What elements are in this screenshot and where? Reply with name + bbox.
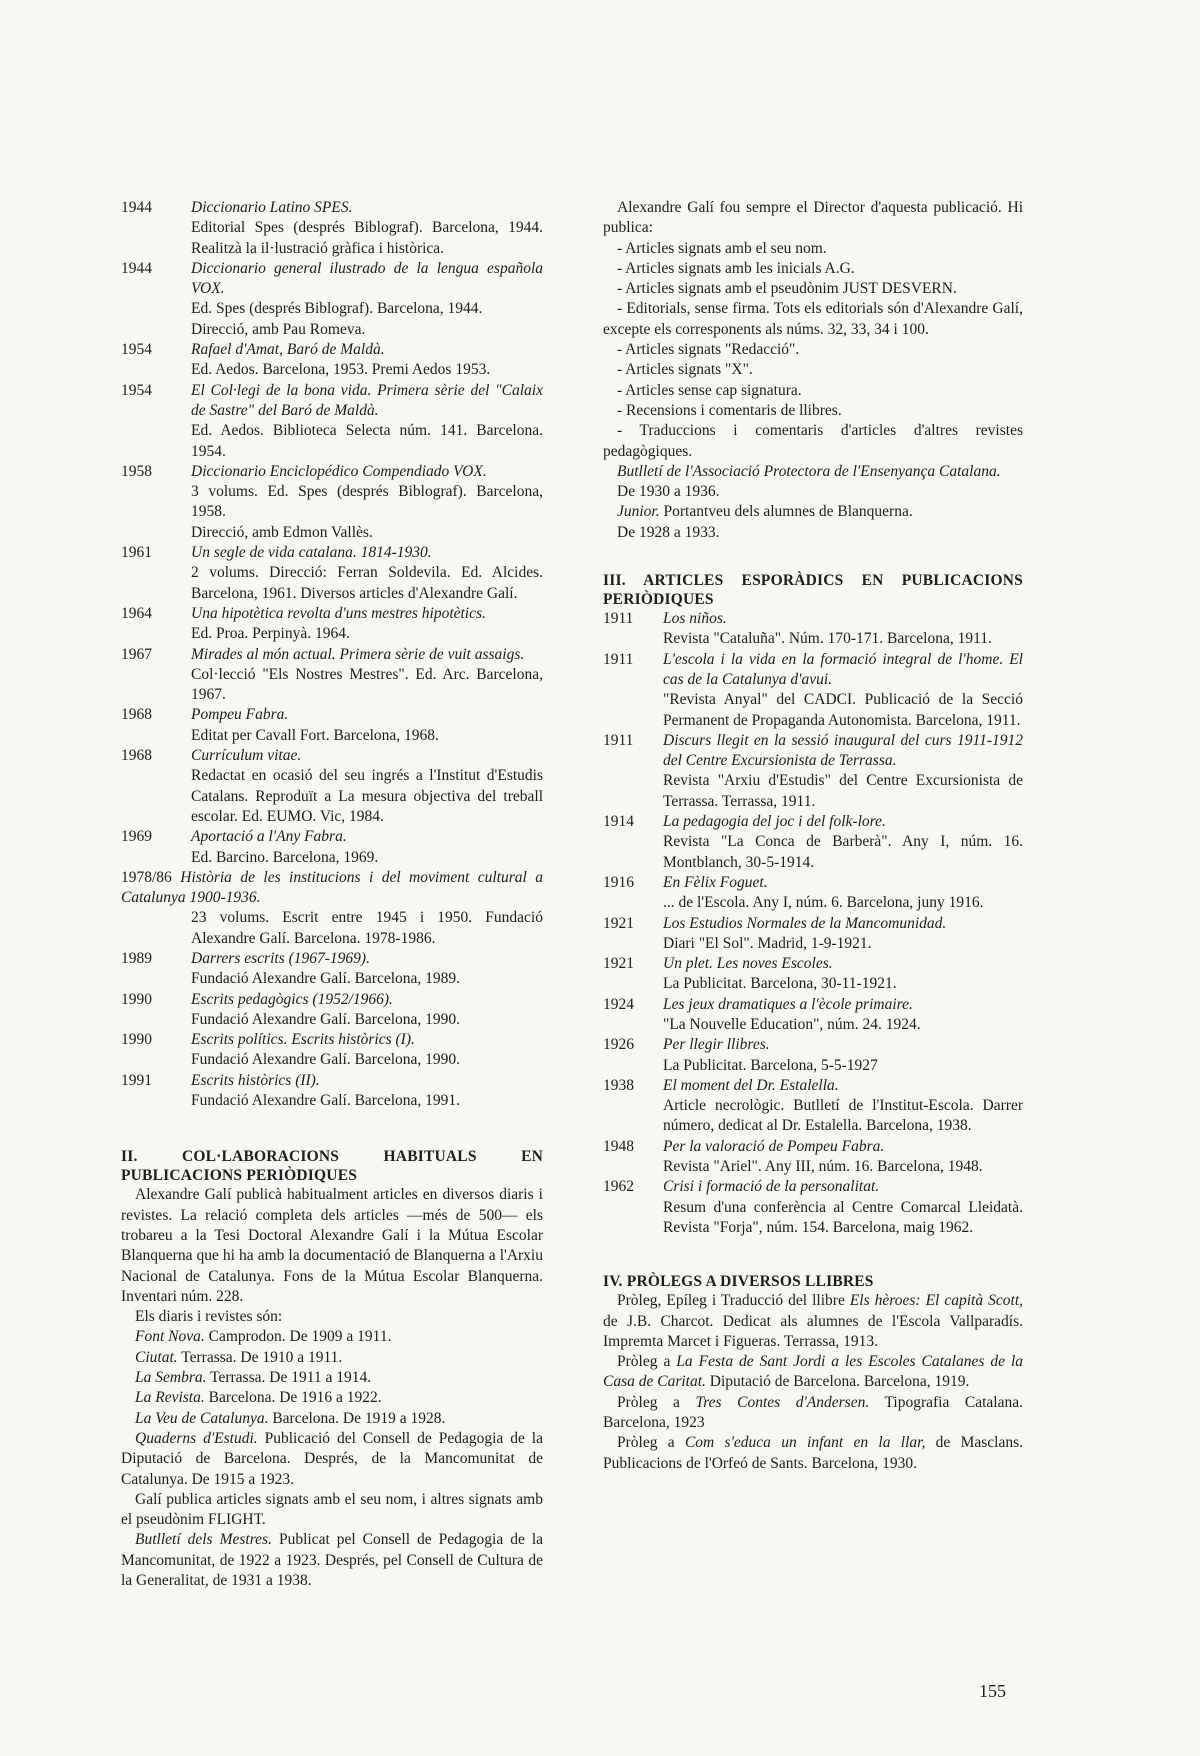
page-number: 155 xyxy=(979,1681,1006,1701)
publication-type-item: - Articles signats "X". xyxy=(617,361,753,379)
articles-list xyxy=(603,609,1023,1238)
article-title: Los niños. xyxy=(663,610,727,628)
prolog-pre: Pròleg a xyxy=(617,1353,677,1371)
section-4-heading: IV. PRÒLEGS A DIVERSOS LLIBRES xyxy=(603,1273,874,1291)
prolog-post: de J.B. Charcot. Dedicat als alumnes de l'Escola Vallparadís. Impremta Marcet i Figueras. Terrassa, 1913. xyxy=(603,1312,1023,1350)
article-detail: Revista "Ariel". Any III, núm. 16. Barcelona, 1948. xyxy=(663,1158,983,1176)
section-4 xyxy=(603,1272,1023,1474)
prolog-pre: Pròleg a xyxy=(617,1393,696,1411)
section-2 xyxy=(121,1147,543,1591)
article-year: 1911 xyxy=(603,731,634,749)
prolog-pre: Pròleg, Epíleg i Traducció del llibre xyxy=(617,1292,850,1310)
book-title: Rafael d'Amat, Baró de Maldà. xyxy=(191,341,385,359)
papers-list xyxy=(121,1327,543,1428)
book-detail: Ed. Barcino. Barcelona, 1969. xyxy=(191,848,379,866)
prolog-title: Els hèroes: El capità Scott, xyxy=(849,1292,1023,1310)
book-title: Currículum vitae. xyxy=(191,747,302,765)
book-detail: Ed. Aedos. Barcelona, 1953. Premi Aedos 1953. xyxy=(191,361,491,379)
paper-name: La Sembra. xyxy=(135,1369,207,1387)
article-entry xyxy=(603,954,1023,995)
book-entry xyxy=(121,543,543,604)
assoc-years: De 1930 a 1936. xyxy=(617,483,720,501)
director-intro: Alexandre Galí fou sempre el Director d'aquesta publicació. Hi publica: xyxy=(603,199,1023,237)
article-title: Les jeux dramatiques a l'ècole primaire. xyxy=(663,995,913,1013)
book-year: 1990 xyxy=(121,990,152,1008)
prolog-item xyxy=(603,1393,1023,1434)
books-list xyxy=(121,198,543,1111)
publication-type-item: - Traduccions i comentaris d'articles d'altres revistes pedagògiques. xyxy=(603,422,1023,460)
flight-paragraph: Galí publica articles signats amb el seu nom, i altres signats amb el pseudònim FLIGHT. xyxy=(121,1490,543,1529)
article-title: La pedagogia del joc i del folk-lore. xyxy=(663,813,886,831)
section-3 xyxy=(603,571,1023,1238)
book-title: Diccionario Latino SPES. xyxy=(191,199,353,216)
paper-item xyxy=(121,1409,543,1429)
book-title: Diccionario general ilustrado de la lengua española VOX. xyxy=(191,259,543,298)
article-year: 1962 xyxy=(603,1178,634,1196)
book-entry xyxy=(121,705,543,746)
book-year: 1954 xyxy=(121,381,152,399)
butlleti-paragraph: Butlletí dels Mestres. Publicat pel Consell de Pedagogia de la Mancomunitat, de 1922 a 1923. Després, pel Consell de Cultura de la Generalitat, de 1931 a 1938. xyxy=(121,1531,543,1589)
prolog-pre: Pròleg a xyxy=(617,1434,685,1452)
article-detail: "Revista Anyal" del CADCI. Publicació de la Secció Permanent de Propaganda Autonomista. Barcelona, 1911. xyxy=(663,691,1023,729)
book-detail: Fundació Alexandre Galí. Barcelona, 1990. xyxy=(191,1010,461,1028)
book-year: 1964 xyxy=(121,604,152,622)
article-entry xyxy=(603,731,1023,812)
paper-item xyxy=(121,1327,543,1347)
article-entry xyxy=(603,1076,1023,1137)
paper-item xyxy=(121,1388,543,1408)
publication-type-item: - Articles signats amb les inicials A.G. xyxy=(617,259,855,277)
book-year: 1991 xyxy=(121,1071,152,1089)
article-detail: La Publicitat. Barcelona, 5-5-1927 xyxy=(663,1056,878,1074)
article-detail: La Publicitat. Barcelona, 30-11-1921. xyxy=(663,975,897,993)
publication-type-item: - Articles signats amb el pseudònim JUST DESVERN. xyxy=(617,280,957,298)
article-title: Per llegir llibres. xyxy=(663,1036,770,1054)
paper-name: La Revista. xyxy=(135,1389,205,1407)
article-entry xyxy=(603,873,1023,914)
book-detail: 2 volums. Direcció: Ferran Soldevila. Ed. Alcides. Barcelona, 1961. Diversos articles d'Alexandre Galí. xyxy=(191,564,543,602)
article-title: L'escola i la vida en la formació integral de l'home. El cas de la Catalunya d'avui. xyxy=(663,650,1023,688)
book-entry xyxy=(121,259,543,340)
article-year: 1921 xyxy=(603,955,634,973)
prolog-title: La Festa de Sant Jordi a les Escoles Catalanes de la Casa de Caritat. xyxy=(603,1353,1023,1391)
section-2-intro: Alexandre Galí publicà habitualment articles en diversos diaris i revistes. La relació completa dels articles —més de 500— els trobareu a la Tesi Doctoral Alexandre Galí i la Mútua Escolar Blanquerna que hi ha amb la documentació de Blanquerna a l'Arxiu Nacional de Catalunya. Fons de la Mútua Escolar Blanquerna. Inventari núm. 228. xyxy=(121,1186,543,1305)
article-year: 1916 xyxy=(603,873,634,891)
book-detail: Direcció, amb Edmon Vallès. xyxy=(191,523,373,541)
article-detail: Revista "La Conca de Barberà". Any I, núm. 16. Montblanch, 30-5-1914. xyxy=(663,833,1023,871)
paper-name: Font Nova. xyxy=(135,1328,205,1346)
book-entry xyxy=(121,198,543,259)
article-title: En Fèlix Foguet. xyxy=(663,873,768,891)
article-title: Discurs llegit en la sessió inaugural del curs 1911-1912 del Centre Excursionista de Terrassa. xyxy=(663,731,1023,770)
article-detail: Article necrològic. Butlletí de l'Institut-Escola. Darrer número, dedicat al Dr. Estalella. Barcelona, 1938. xyxy=(663,1097,1023,1135)
article-title: Un plet. Les noves Escoles. xyxy=(663,955,833,973)
publication-types-list xyxy=(603,239,1023,462)
book-detail: 23 volums. Escrit entre 1945 i 1950. Fundació Alexandre Galí. Barcelona. 1978-1986. xyxy=(191,909,543,947)
book-detail: Col·lecció "Els Nostres Mestres". Ed. Arc. Barcelona, 1967. xyxy=(191,665,543,704)
book-entry xyxy=(121,462,543,543)
book-entry xyxy=(121,604,543,645)
book-title: Escrits històrics (II). xyxy=(191,1071,320,1089)
article-entry xyxy=(603,914,1023,955)
prolog-title: Com s'educa un infant en la llar, xyxy=(684,1434,926,1452)
article-title: El moment del Dr. Estalella. xyxy=(663,1076,839,1094)
book-entry xyxy=(121,990,543,1031)
article-title: Per la valoració de Pompeu Fabra. xyxy=(663,1137,885,1155)
paper-name: Ciutat. xyxy=(135,1348,178,1366)
book-year: 1969 xyxy=(121,828,152,846)
book-entry xyxy=(121,340,543,381)
article-detail: "La Nouvelle Education", núm. 24. 1924. xyxy=(663,1015,921,1033)
prolog-title: Tres Contes d'Andersen. xyxy=(695,1393,870,1411)
book-entry xyxy=(121,645,543,706)
book-year: 1961 xyxy=(121,544,152,562)
publication-type-item: - Recensions i comentaris de llibres. xyxy=(617,401,842,419)
paper-info: Barcelona. De 1919 a 1928. xyxy=(272,1409,446,1427)
section-2-heading: II. COL·LABORACIONS HABITUALS EN PUBLICACIONS PERIÒDIQUES xyxy=(121,1148,543,1185)
article-title: Los Estudios Normales de la Mancomunidad. xyxy=(663,914,947,932)
article-year: 1948 xyxy=(603,1137,634,1155)
prologs-list xyxy=(603,1291,1023,1474)
article-entry xyxy=(603,995,1023,1036)
publication-type-item: - Editorials, sense firma. Tots els editorials són d'Alexandre Galí, excepte els corresponents als núms. 32, 33, 34 i 100. xyxy=(603,300,1023,338)
article-year: 1921 xyxy=(603,914,634,932)
book-entry xyxy=(121,1030,543,1071)
prolog-post: de Masclans. Publicacions de l'Orfeó de Sants. Barcelona, 1930. xyxy=(603,1434,1023,1472)
article-detail: Resum d'una conferència al Centre Comarcal Lleidatà. Revista "Forja", núm. 154. Barcelona, maig 1962. xyxy=(663,1198,1023,1236)
book-entry xyxy=(121,746,543,827)
paper-info: Terrassa. De 1911 a 1914. xyxy=(210,1369,372,1387)
book-title-line xyxy=(121,868,543,909)
publication-type-item: - Articles signats "Redacció". xyxy=(617,341,800,359)
book-year: 1989 xyxy=(121,949,152,967)
publication-type-item: - Articles sense cap signatura. xyxy=(617,381,802,399)
paper-info: Terrassa. De 1910 a 1911. xyxy=(181,1348,343,1366)
article-year: 1914 xyxy=(603,813,634,831)
article-entry xyxy=(603,812,1023,873)
book-detail: Ed. Aedos. Biblioteca Selecta núm. 141. Barcelona. 1954. xyxy=(191,422,543,460)
article-year: 1926 xyxy=(603,1036,634,1054)
prolog-item xyxy=(603,1291,1023,1352)
book-title: Una hipotètica revolta d'uns mestres hipotètics. xyxy=(191,604,486,622)
book-year: 1968 xyxy=(121,747,152,765)
book-year: 1967 xyxy=(121,645,152,663)
article-detail: Revista "Cataluña". Núm. 170-171. Barcelona, 1911. xyxy=(663,630,992,648)
article-entry xyxy=(603,609,1023,650)
article-title: Crisi i formació de la personalitat. xyxy=(663,1178,880,1196)
paper-item xyxy=(121,1368,543,1388)
book-title: Mirades al món actual. Primera sèrie de vuit assaigs. xyxy=(191,645,525,663)
book-year: 1968 xyxy=(121,706,152,724)
book-title: Un segle de vida catalana. 1814-1930. xyxy=(191,544,432,562)
book-detail: Ed. Proa. Perpinyà. 1964. xyxy=(191,625,350,643)
book-title: Aportació a l'Any Fabra. xyxy=(191,828,347,846)
book-detail: Fundació Alexandre Galí. Barcelona, 1990. xyxy=(191,1051,461,1069)
article-entry xyxy=(603,1137,1023,1178)
book-title: Darrers escrits (1967-1969). xyxy=(191,949,370,967)
paper-info: Barcelona. De 1916 a 1922. xyxy=(208,1389,382,1407)
book-title: Pompeu Fabra. xyxy=(191,706,289,724)
section-2-list-intro: Els diaris i revistes són: xyxy=(135,1308,283,1326)
prolog-item xyxy=(603,1433,1023,1474)
article-entry xyxy=(603,1177,1023,1238)
assoc-paragraph: Butlletí de l'Associació Protectora de l'Ensenyança Catalana. xyxy=(617,462,1001,480)
article-entry xyxy=(603,1035,1023,1076)
junior-years: De 1928 a 1933. xyxy=(617,523,720,541)
book-entry xyxy=(121,827,543,868)
book-title: El Col·legi de la bona vida. Primera sèrie del "Calaix de Sastre" del Baró de Maldà. xyxy=(191,381,543,419)
book-year: 1954 xyxy=(121,341,152,359)
prolog-item xyxy=(603,1352,1023,1393)
book-detail: Ed. Spes (després Biblograf). Barcelona, 1944. xyxy=(191,300,483,318)
article-detail: Revista "Arxiu d'Estudis" del Centre Excursionista de Terrassa. Terrassa, 1911. xyxy=(663,772,1023,810)
publication-type-item: - Articles signats amb el seu nom. xyxy=(617,239,827,257)
book-entry xyxy=(121,949,543,990)
book-entry xyxy=(121,381,543,462)
book-detail: Redactat en ocasió del seu ingrés a l'Institut d'Estudis Catalans. Reproduït a La mesura objectiva del treball escolar. Ed. EUMO. Vic, 1984. xyxy=(191,767,543,825)
book-title: Escrits pedagògics (1952/1966). xyxy=(191,990,393,1008)
book-entry xyxy=(121,868,543,949)
article-year: 1924 xyxy=(603,995,634,1013)
right-column xyxy=(603,198,1023,1474)
left-column xyxy=(121,198,543,1591)
book-detail: 3 volums. Ed. Spes (després Biblograf). Barcelona, 1958. xyxy=(191,483,543,521)
article-entry xyxy=(603,650,1023,731)
article-year: 1911 xyxy=(603,610,634,628)
section-3-heading: III. ARTICLES ESPORÀDICS EN PUBLICACIONS PERIÒDIQUES xyxy=(603,572,1023,609)
paper-name: La Veu de Catalunya. xyxy=(135,1409,269,1427)
book-detail: Fundació Alexandre Galí. Barcelona, 1991. xyxy=(191,1092,461,1110)
paper-item xyxy=(121,1348,543,1368)
book-entry xyxy=(121,1071,543,1112)
book-detail: Editat per Cavall Fort. Barcelona, 1968. xyxy=(191,726,439,744)
book-year: 1978/86 xyxy=(121,868,172,886)
prolog-post: Diputació de Barcelona. Barcelona, 1919. xyxy=(705,1373,970,1391)
article-year: 1938 xyxy=(603,1076,634,1094)
prolog-post: Tipografia Catalana. Barcelona, 1923 xyxy=(603,1393,1023,1432)
book-year: 1958 xyxy=(121,462,152,480)
book-title: Diccionario Enciclopédico Compendiado VOX. xyxy=(191,462,487,480)
book-title: Història de les institucions i del moviment cultural a Catalunya 1900-1936. xyxy=(121,868,543,907)
quaderns-paragraph: Quaderns d'Estudi. Publicació del Consell de Pedagogia de la Diputació de Barcelona. Després, de la Mancomunitat de Catalunya. De 1915 a 1923. xyxy=(121,1429,543,1488)
junior-paragraph: Junior. Portantveu dels alumnes de Blanquerna. xyxy=(617,503,913,521)
book-title: Escrits polítics. Escrits històrics (I). xyxy=(191,1031,415,1049)
book-year: 1990 xyxy=(121,1031,152,1049)
book-detail: Editorial Spes (després Biblograf). Barcelona, 1944. Realitzà la il·lustració gràfica i històrica. xyxy=(191,219,543,257)
article-detail: ... de l'Escola. Any I, núm. 6. Barcelona, juny 1916. xyxy=(663,894,984,912)
book-year: 1944 xyxy=(121,199,152,216)
book-year: 1944 xyxy=(121,259,152,277)
article-year: 1911 xyxy=(603,650,634,668)
article-detail: Diari "El Sol". Madrid, 1-9-1921. xyxy=(663,934,872,952)
paper-info: Camprodon. De 1909 a 1911. xyxy=(208,1328,392,1346)
book-detail: Direcció, amb Pau Romeva. xyxy=(191,320,366,338)
book-detail: Fundació Alexandre Galí. Barcelona, 1989. xyxy=(191,970,461,988)
